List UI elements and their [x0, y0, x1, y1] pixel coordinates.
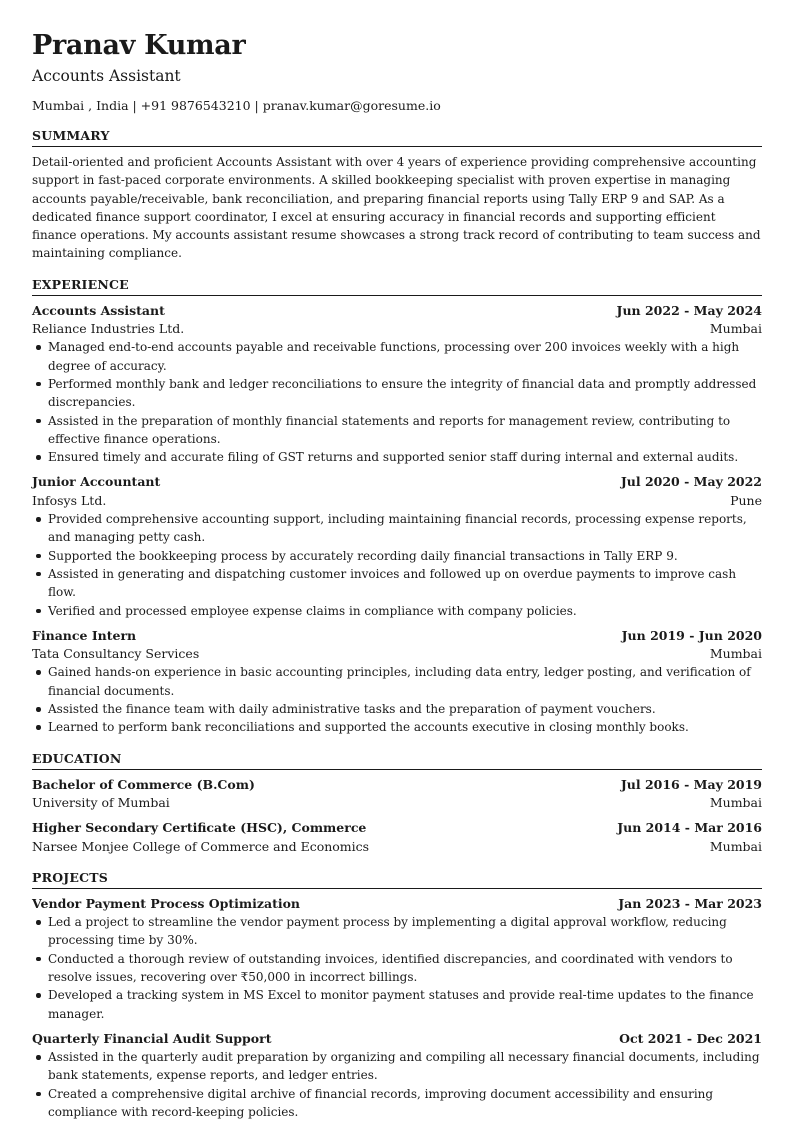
job-dates: Jul 2020 - May 2022 — [620, 474, 762, 490]
bullet-item: Developed a tracking system in MS Excel to monitor payment statuses and provide real-time updates to the finance manager. — [48, 986, 762, 1023]
summary-heading: SUMMARY — [32, 128, 762, 147]
experience-heading: EXPERIENCE — [32, 277, 762, 296]
job-bullets — [32, 510, 762, 620]
bullet-item: Managed end-to-end accounts payable and receivable functions, processing over 200 invoices weekly with a high degree of accuracy. — [48, 338, 762, 375]
project-title: Quarterly Financial Audit Support — [32, 1030, 272, 1046]
candidate-role: Accounts Assistant — [32, 67, 181, 85]
bullet-item: Supported the bookkeeping process by accurately recording daily financial transactions in Tally ERP 9. — [48, 547, 762, 565]
project-dates: Jan 2023 - Mar 2023 — [618, 895, 762, 911]
education-entry — [32, 819, 762, 856]
experience-entry — [32, 627, 762, 737]
company-name: Reliance Industries Ltd. — [32, 321, 185, 337]
job-bullets — [32, 338, 762, 466]
education-heading: EDUCATION — [32, 751, 762, 770]
bullet-item: Assisted in the preparation of monthly financial statements and reports for management review, contributing to effective finance operations. — [48, 412, 762, 449]
degree-title: Bachelor of Commerce (B.Com) — [32, 776, 255, 792]
project-title: Vendor Payment Process Optimization — [32, 895, 301, 911]
project-entry — [32, 895, 762, 1023]
job-dates: Jun 2019 - Jun 2020 — [621, 627, 762, 643]
bullet-item: Created a comprehensive digital archive of financial records, improving document accessibility and ensuring compliance with record-keeping policies. — [48, 1085, 762, 1122]
bullet-item: Assisted in generating and dispatching customer invoices and followed up on overdue payments to improve cash flow. — [48, 565, 762, 602]
bullet-item: Verified and processed employee expense claims in compliance with company policies. — [48, 602, 762, 620]
degree-dates: Jul 2016 - May 2019 — [620, 776, 762, 792]
experience-section — [32, 277, 762, 737]
job-location: Pune — [730, 492, 762, 508]
institution-name: University of Mumbai — [32, 794, 170, 810]
job-location: Mumbai — [709, 321, 762, 337]
experience-entry — [32, 473, 762, 619]
bullet-item: Led a project to streamline the vendor payment process by implementing a digital approval workflow, reducing processing time by 30%. — [48, 913, 762, 950]
bullet-item: Assisted the finance team with daily administrative tasks and the preparation of payment vouchers. — [48, 700, 762, 718]
job-bullets — [32, 663, 762, 736]
bullet-item: Gained hands-on experience in basic accounting principles, including data entry, ledger posting, and verification of financial documents. — [48, 663, 762, 700]
summary-text: Detail-oriented and proficient Accounts Assistant with over 4 years of experience providing comprehensive accounting support in fast-paced corporate environments. A skilled bookkeeping specialist with proven expertise in managing accounts payable/receivable, bank reconciliation, and preparing financial reports using Tally ERP 9 and SAP. As a dedicated finance support coordinator, I excel at ensuring accuracy in financial records and supporting efficient finance operations. My accounts assistant resume showcases a strong track record of contributing to team success and maintaining compliance. — [32, 155, 761, 261]
candidate-name: Pranav Kumar — [32, 30, 246, 61]
education-section — [32, 751, 762, 856]
institution-location: Mumbai — [709, 794, 762, 810]
bullet-item: Ensured timely and accurate filing of GST returns and supported senior staff during internal and external audits. — [48, 448, 762, 466]
contact-line: Mumbai , India | +91 9876543210 | pranav.kumar@goresume.io — [32, 98, 441, 113]
institution-location: Mumbai — [709, 838, 762, 854]
bullet-item: Conducted a thorough review of outstanding invoices, identified discrepancies, and coordinated with vendors to resolve issues, recovering over ₹50,000 in incorrect billings. — [48, 950, 762, 987]
project-dates: Oct 2021 - Dec 2021 — [619, 1030, 762, 1046]
job-dates: Jun 2022 - May 2024 — [616, 302, 762, 318]
education-entry — [32, 776, 762, 813]
projects-heading: PROJECTS — [32, 870, 762, 889]
company-name: Infosys Ltd. — [32, 492, 107, 508]
project-entry — [32, 1030, 762, 1121]
bullet-item: Learned to perform bank reconciliations and supported the accounts executive in closing monthly books. — [48, 718, 762, 736]
degree-title: Higher Secondary Certificate (HSC), Commerce — [32, 820, 367, 836]
summary-section — [32, 128, 762, 263]
job-location: Mumbai — [709, 646, 762, 662]
degree-dates: Jun 2014 - Mar 2016 — [617, 820, 762, 836]
bullet-item: Provided comprehensive accounting support, including maintaining financial records, processing expense reports, and managing petty cash. — [48, 510, 762, 547]
job-title: Finance Intern — [32, 627, 137, 643]
experience-entry — [32, 302, 762, 467]
projects-section — [32, 870, 762, 1122]
job-title: Junior Accountant — [32, 474, 161, 490]
institution-name: Narsee Monjee College of Commerce and Economics — [32, 838, 370, 854]
company-name: Tata Consultancy Services — [32, 646, 200, 662]
project-bullets — [32, 913, 762, 1023]
bullet-item: Assisted in the quarterly audit preparation by organizing and compiling all necessary financial documents, including bank statements, expense reports, and ledger entries. — [48, 1048, 762, 1085]
resume-header — [32, 30, 762, 114]
bullet-item: Performed monthly bank and ledger reconciliations to ensure the integrity of financial data and promptly addressed discrepancies. — [48, 375, 762, 412]
project-bullets — [32, 1048, 762, 1121]
job-title: Accounts Assistant — [32, 302, 165, 318]
